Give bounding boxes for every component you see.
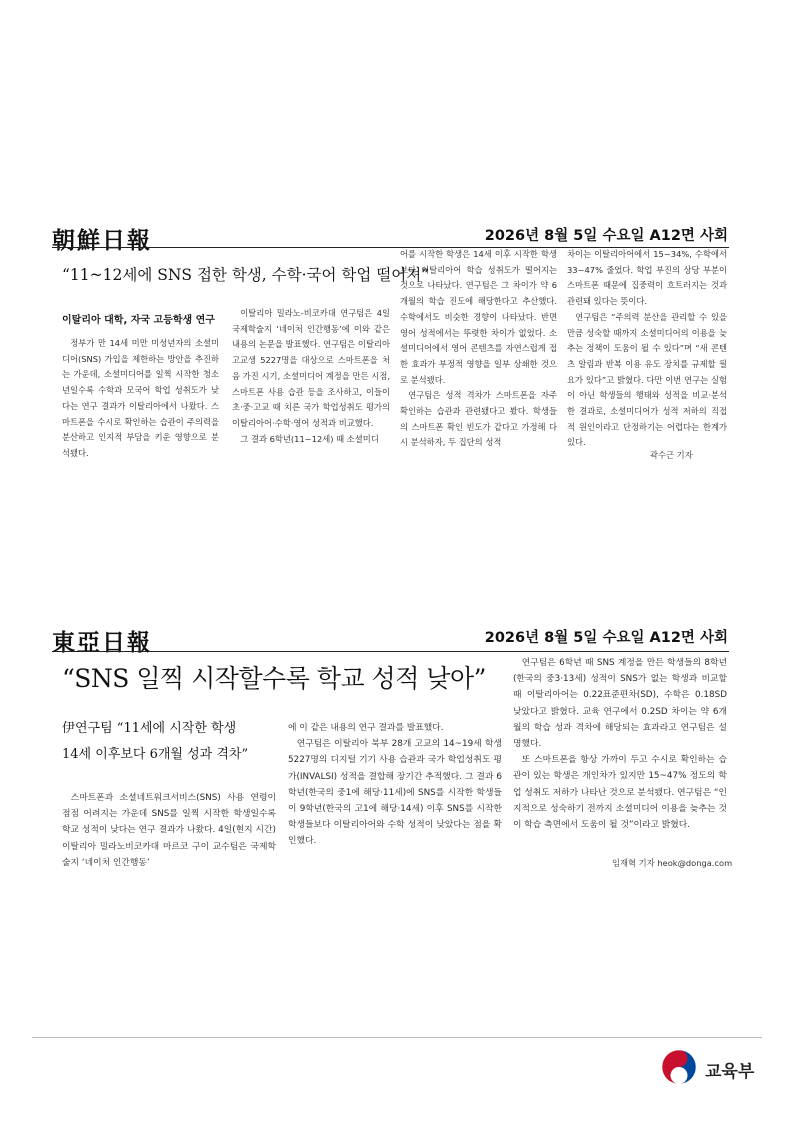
article1-col3-text-a: 어를 시작한 학생은 14세 이후 시작한 학생보다 이탈리아어 학습 성취도가 떨어지는 것으로 나타났다. 연구팀은 그 차이가 약 6개월의 학습 진도에 해당한다고 추산했다. 수학에서도 비슷한 경향이 나타났다. 반면 영어 성적에서는 뚜렷한 차이가 없었다. 소셜미디어에서 영어 콘텐츠를 자연스럽게 접한 효과가 부정적 영향을 일부 상쇄한 것으로 분석됐다. bbox=[400, 249, 557, 385]
headline-donga: “SNS 일찍 시작할수록 학교 성적 낮아” bbox=[62, 664, 486, 693]
byline-chosun: 곽수근 기자 bbox=[650, 450, 693, 460]
article2-column-1 bbox=[62, 790, 276, 871]
article1-col1-text: 정부가 만 14세 미만 미성년자의 소셜미디어(SNS) 가입을 제한하는 방안을 추진하는 가운데, 소셜미디어를 일찍 시작한 청소년일수록 수학과 모국어 학업 성취도가 낮다는 연구 결과가 이탈리아에서 나왔다. 스마트폰을 수시로 확인하는 습관이 주의력을 분산하고 인지적 부담을 키운 영향으로 분석됐다. bbox=[62, 338, 219, 458]
byline-donga: 임재혁 기자 heok@donga.com bbox=[612, 858, 733, 868]
subhead-donga-line-1: 伊연구팀 “11세에 시작한 학생 bbox=[62, 721, 237, 736]
article2-column-2 bbox=[288, 720, 502, 850]
article2-col1-text: 스마트폰과 소셜네트워크서비스(SNS) 사용 연령이 점점 어려지는 가운데 SNS를 일찍 시작한 학생일수록 학교 성적이 낮다는 연구 결과가 나왔다. 4일(현지 시간) 이탈리아 밀라노비코카대 마르코 구이 교수팀은 국제학술지 ‘네이처 인간행동’ bbox=[62, 793, 276, 868]
subhead-donga-line-2: 14세 이후보다 6개월 성과 격차” bbox=[62, 747, 249, 762]
article1-col3-text-b: 연구팀은 성적 격차가 스마트폰을 자주 확인하는 습관과 관련됐다고 봤다. 학생들의 스마트폰 확인 빈도가 같다고 가정해 다시 분석하자, 두 집단의 성적 bbox=[400, 390, 557, 448]
article1-col4-text-a: 차이는 이탈리아어에서 15~34%, 수학에서 33~47% 줄었다. 학업 부진의 상당 부분이 스마트폰 때문에 집중력이 흐트러지는 것과 관련돼 있다는 뜻이다. bbox=[567, 249, 727, 307]
article1-col2-text-a: 이탈리아 밀라노-비코카대 연구팀은 4일 국제학술지 ‘네이처 인간행동’에 이와 같은 내용의 논문을 발표했다. 연구팀은 이탈리아 고교생 5227명을 대상으로 스마트폰을 처음 가진 시기, 소셜미디어 계정을 만든 시점, 스마트폰 사용 습관 등을 조사하고, 이들이 초·중·고교 때 치른 국가 학업성취도 평가의 이탈리아어·수학·영어 성적과 비교했다. bbox=[232, 308, 390, 428]
masthead-donga: 東亞日報 bbox=[52, 629, 152, 656]
article1-col4-text-b: 연구팀은 “주의력 분산을 관리할 수 있을 만큼 성숙할 때까지 소셜미디어의 이용을 늦추는 정책이 도움이 될 수 있다”며 “새 콘텐츠 알림과 반복 이용 유도 장치를 규제할 필요가 있다”고 밝혔다. 다만 이번 연구는 실험이 아닌 학생들의 행태와 성적을 비교·분석한 결과로, 소셜미디어가 성적 저하의 직접적 원인이라고 단정하기는 어렵다는 한계가 있다. bbox=[567, 311, 727, 448]
article2-col3-text-a: 연구팀은 6학년 때 SNS 계정을 만든 학생들의 8학년(한국의 중3·13세) 성적이 SNS가 없는 학생과 비교할 때 이탈리아어는 0.22표준편차(SD), 수학은 0.18SD 낮았다고 밝혔다. 교육 연구에서 0.2SD 차이는 약 6개월의 학습 성과 격차에 해당되는 효과라고 연구팀은 설명했다. bbox=[513, 658, 727, 750]
article1-column-2 bbox=[232, 306, 390, 447]
dateline-donga: 2026년 8월 5일 수요일 A12면 사회 bbox=[484, 630, 728, 646]
top-rule-donga bbox=[52, 651, 729, 652]
article1-column-1 bbox=[62, 336, 219, 462]
article2-column-3 bbox=[513, 655, 727, 833]
taegeuk-logo-icon bbox=[660, 1048, 698, 1086]
article2-col2-text-a: 에 이 같은 내용의 연구 결과를 발표했다. bbox=[288, 723, 444, 733]
logo-text: 교육부 bbox=[705, 1062, 755, 1082]
article1-column-4 bbox=[567, 247, 727, 451]
article1-column-3 bbox=[400, 247, 557, 451]
masthead-chosun: 朝鮮日報 bbox=[52, 227, 152, 254]
footer-divider bbox=[32, 1037, 762, 1038]
subhead-chosun: 이탈리아 대학, 자국 고등학생 연구 bbox=[62, 315, 215, 326]
article1-col2-text-b: 그 결과 6학년(11~12세) 때 소셜미디 bbox=[240, 433, 379, 444]
headline-chosun: “11~12세에 SNS 접한 학생, 수학·국어 학업 떨어져” bbox=[62, 266, 430, 284]
article2-col2-text-b: 연구팀은 이탈리아 북부 28개 고교의 14~19세 학생 5227명의 디지털 기기 사용 습관과 국가 학업성취도 평가(INVALSI) 성적을 결합해 장기간 추적했다. 그 결과 6학년(한국의 중1에 해당·11세)에 SNS를 시작한 학생들이 9학년(한국의 고1에 해당·14세) 이후 SNS를 시작한 학생들보다 이탈리아어와 수학 성적이 낮았다는 점을 확인했다. bbox=[288, 739, 502, 847]
article2-col3-text-b: 또 스마트폰을 항상 가까이 두고 수시로 확인하는 습관이 있는 학생은 개인차가 있지만 15~47% 정도의 학업 성취도 저하가 나타난 것으로 분석됐다. 연구팀은 “인지적으로 성숙하기 전까지 소셜미디어 이용을 늦추는 것이 학습 측면에서 도움이 될 것”이라고 밝혔다. bbox=[513, 755, 727, 831]
dateline-chosun: 2026년 8월 5일 수요일 A12면 사회 bbox=[484, 228, 728, 244]
